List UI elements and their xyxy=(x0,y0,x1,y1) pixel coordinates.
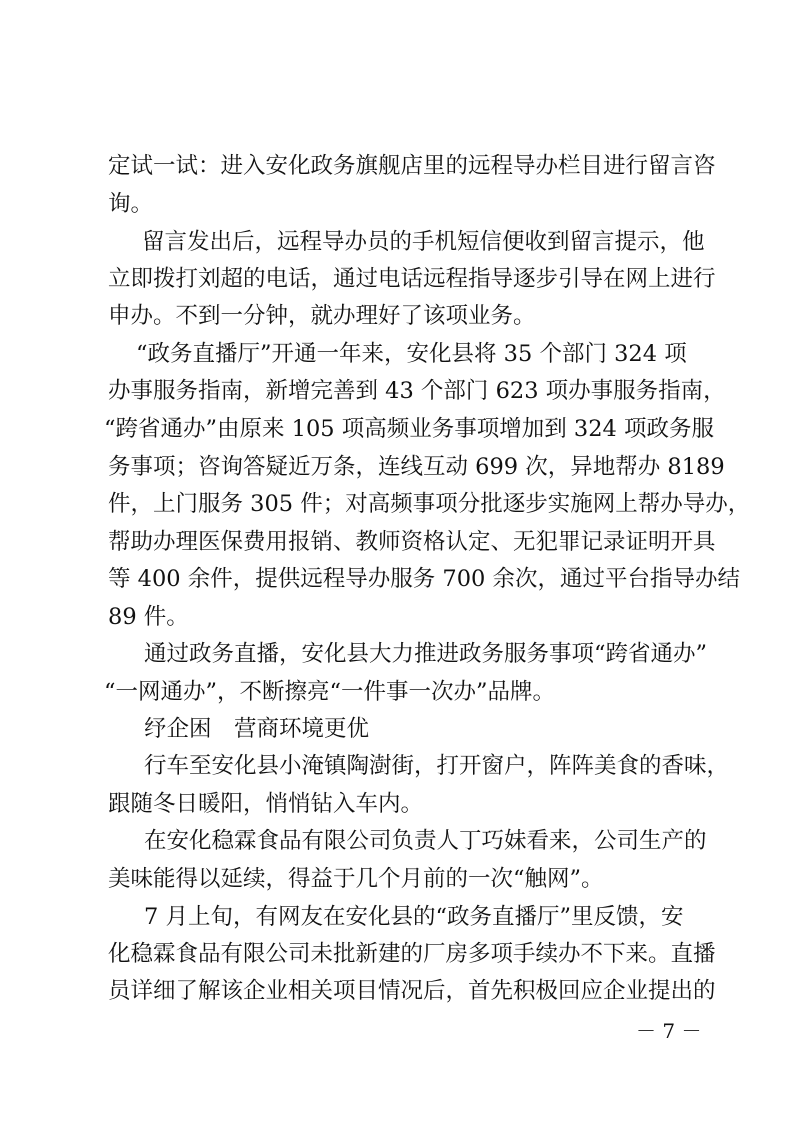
line-text: 行车至安化县小淹镇陶澍街，打开窗户，阵阵美食的香味， xyxy=(144,753,730,779)
line-text: 留言发出后，远程导办员的手机短信便收到留言提示，他 xyxy=(142,229,705,255)
line-text: 员详细了解该企业相关项目情况后，首先积极回应企业提出的 xyxy=(108,978,716,1004)
line-text: 帮助办理医保费用报销、教师资格认定、无犯罪记录证明开具 xyxy=(108,529,716,555)
text-line xyxy=(0,259,793,299)
text-line xyxy=(0,559,793,599)
line-text: 件，上门服务 305 件；对高频事项分批逐步实施网上帮办导办， xyxy=(108,491,751,517)
text-line xyxy=(0,746,793,786)
line-text: 化稳霖食品有限公司未批新建的厂房多项手续办不下来。直播 xyxy=(108,941,716,967)
text-line xyxy=(0,184,793,224)
text-line xyxy=(0,709,793,749)
page-number: － 7 － xyxy=(636,1019,702,1043)
line-text: 定试一试：进入安化政务旗舰店里的远程导办栏目进行留言咨 xyxy=(108,153,716,179)
line-text: 在安化稳霖食品有限公司负责人丁巧妹看来，公司生产的 xyxy=(144,828,707,854)
line-text: “跨省通办”由原来 105 项高频业务事项增加到 324 项政务服 xyxy=(104,416,715,442)
text-line xyxy=(0,971,793,1011)
line-text: 办事服务指南，新增完善到 43 个部门 623 项办事服务指南， xyxy=(108,378,726,404)
text-line xyxy=(0,334,793,374)
text-line xyxy=(0,784,793,824)
text-line xyxy=(0,296,793,336)
line-text: 申办。不到一分钟，就办理好了该项业务。 xyxy=(108,303,536,329)
text-line xyxy=(0,934,793,974)
line-text: “政务直播厅”开通一年来，安化县将 35 个部门 324 项 xyxy=(136,341,687,367)
line-text: 务事项；咨询答疑近万条，连线互动 699 次，异地帮办 8189 xyxy=(108,454,725,480)
text-line xyxy=(0,597,793,637)
text-line xyxy=(0,447,793,487)
line-text: 等 400 余件，提供远程导办服务 700 余次，通过平台指导办结 xyxy=(108,566,741,592)
text-line xyxy=(0,409,793,449)
line-text: 询。 xyxy=(108,191,154,217)
text-line xyxy=(0,859,793,899)
line-text: 立即拨打刘超的电话，通过电话远程指导逐步引导在网上进行 xyxy=(108,266,716,292)
text-line xyxy=(0,821,793,861)
text-line xyxy=(0,146,793,186)
text-line xyxy=(0,522,793,562)
text-line xyxy=(0,371,793,411)
text-line xyxy=(0,672,793,712)
line-text: “一网通办”，不断擦亮“一件事一次办”品牌。 xyxy=(104,679,556,705)
line-text: 美味能得以延续，得益于几个月前的一次“触网”。 xyxy=(108,866,604,892)
line-text: 89 件。 xyxy=(108,604,189,630)
line-text: 通过政务直播，安化县大力推进政务服务事项“跨省通办” xyxy=(144,641,708,667)
text-line xyxy=(0,634,793,674)
text-line xyxy=(0,484,793,524)
section-heading: 纾企困 营商环境更优 xyxy=(144,716,370,742)
text-line xyxy=(0,897,793,937)
line-text: 7 月上旬，有网友在安化县的“政务直播厅”里反馈，安 xyxy=(144,904,684,930)
text-line xyxy=(0,222,793,262)
line-text: 跟随冬日暖阳，悄悄钻入车内。 xyxy=(108,791,424,817)
